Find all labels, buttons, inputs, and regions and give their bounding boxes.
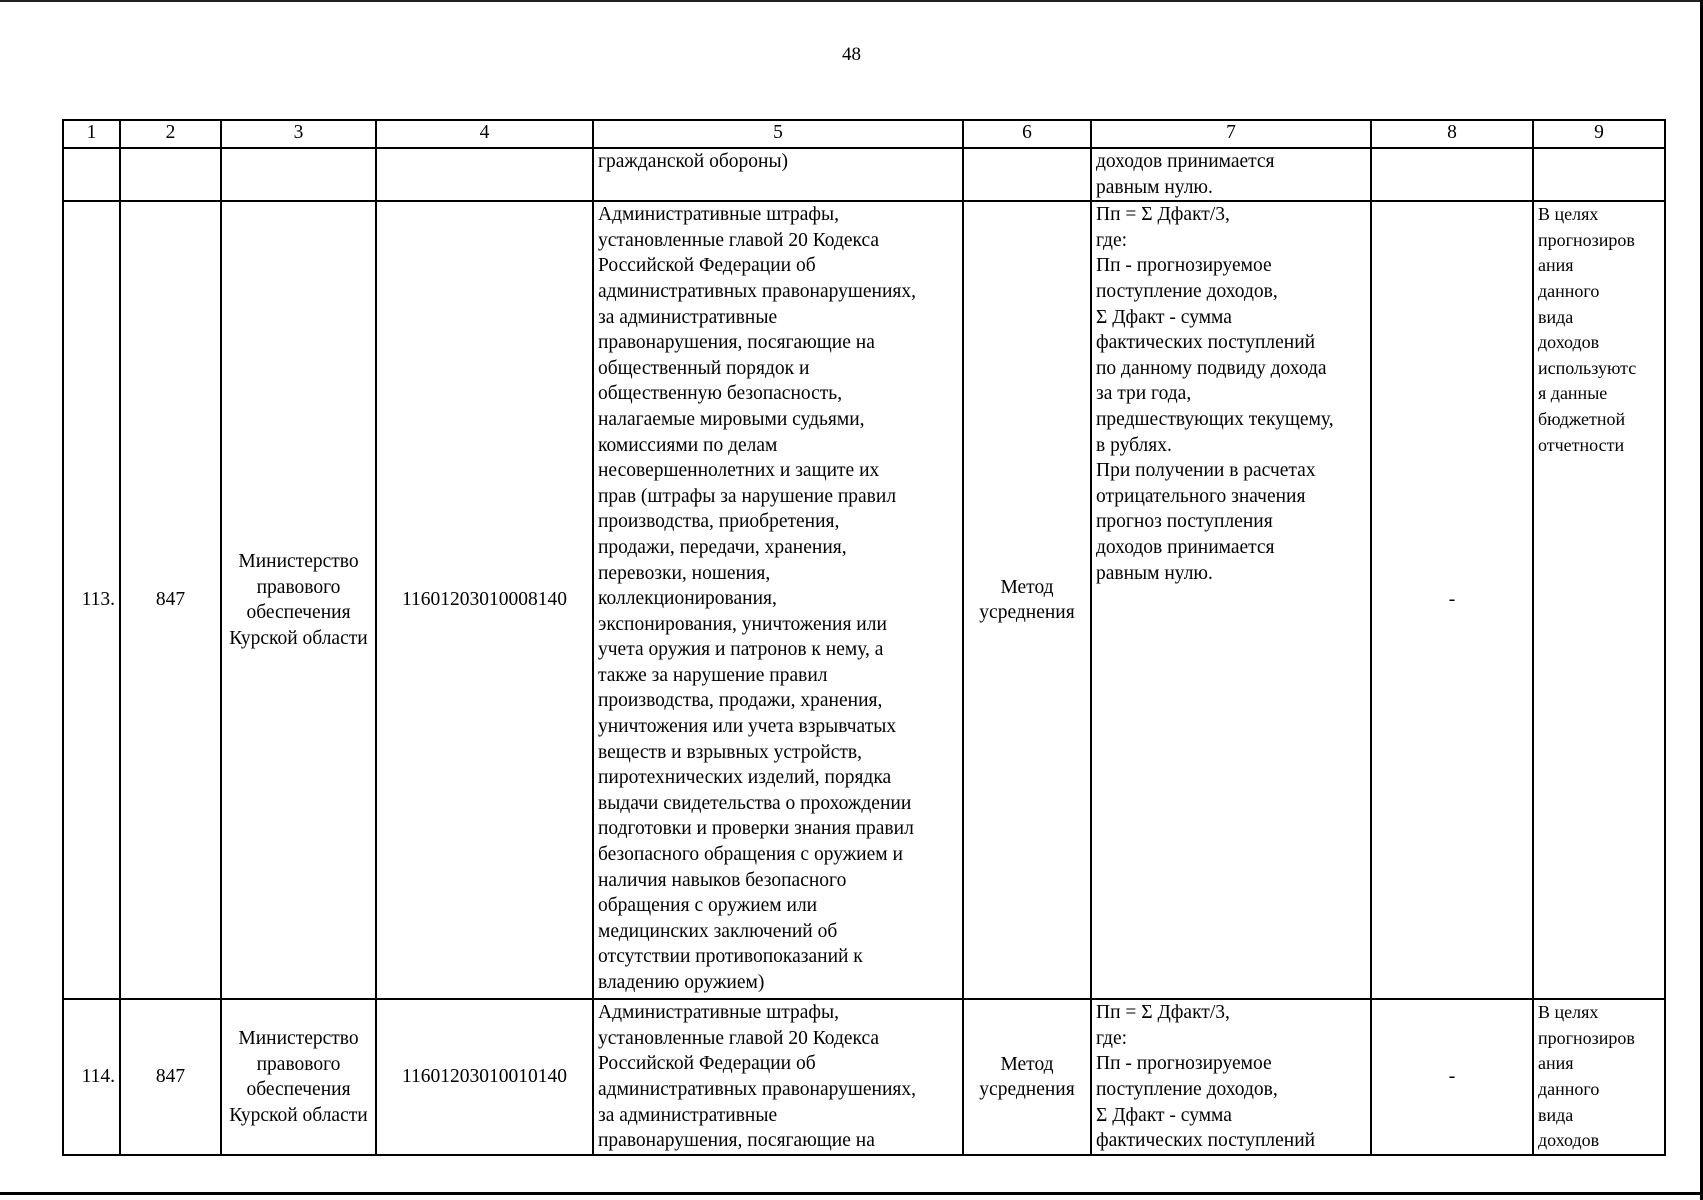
cell-organization: Министерство правового обеспечения Курской области <box>221 999 376 1155</box>
cell-description: Административные штрафы, установленные главой 20 Кодекса Российской Федерации об административных правонарушениях, за административные правонарушения, посягающие на <box>593 999 963 1155</box>
header-col-5: 5 <box>593 120 963 148</box>
cell-organization: Министерство правового обеспечения Курской области <box>221 201 376 999</box>
header-col-6: 6 <box>963 120 1091 148</box>
cell-description: Административные штрафы, установленные главой 20 Кодекса Российской Федерации об административных правонарушениях, за административные правонарушения, посягающие на общественный порядок и общественную безопасность, налагаемые мировыми судьями, комиссиями по делам несовершеннолетних и защите их прав (штрафы за нарушение правил производства, приобретения, продажи, передачи, хранения, перевозки, ношения, коллекционирования, экспонирования, уничтожения или учета оружия и патронов к нему, а также за нарушение правил производства, продажи, хранения, уничтожения или учета взрывчатых веществ и взрывных устройств, пиротехнических изделий, порядка выдачи свидетельства о прохождении подготовки и проверки знания правил безопасного обращения с оружием и наличия навыков безопасного обращения с оружием или медицинских заключений об отсутствии противопоказаний к владению оружием) <box>593 201 963 999</box>
cell-empty <box>1371 148 1533 201</box>
page-number: 48 <box>842 44 861 65</box>
page-frame-top <box>0 0 1703 2</box>
cell-empty <box>1533 148 1665 201</box>
table-row-continuation <box>63 148 1665 201</box>
header-col-1: 1 <box>63 120 120 148</box>
table-row-114 <box>63 999 1665 1155</box>
header-col-2: 2 <box>120 120 221 148</box>
cell-formula: Пп = Σ Дфакт/3, где: Пп - прогнозируемое поступление доходов, Σ Дфакт - сумма фактических поступлений по данному подвиду дохода за три года, предшествующих текущему, в рублях. При получении в расчетах отрицательного значения прогноз поступления доходов принимается равным нулю. <box>1091 201 1371 999</box>
header-col-7: 7 <box>1091 120 1371 148</box>
cell-empty <box>963 148 1091 201</box>
cell-admin-code: 847 <box>120 201 221 999</box>
cell-formula: доходов принимается равным нулю. <box>1091 148 1371 201</box>
cell-empty <box>376 148 593 201</box>
table-row-113 <box>63 201 1665 999</box>
cell-empty <box>63 148 120 201</box>
cell-method: Метод усреднения <box>963 999 1091 1155</box>
cell-description: гражданской обороны) <box>593 148 963 201</box>
cell-method: Метод усреднения <box>963 201 1091 999</box>
header-col-9: 9 <box>1533 120 1665 148</box>
cell-col-8: - <box>1371 999 1533 1155</box>
header-col-4: 4 <box>376 120 593 148</box>
revenue-forecast-table <box>62 119 1666 1156</box>
cell-row-number: 114. <box>63 999 120 1155</box>
header-col-8: 8 <box>1371 120 1533 148</box>
cell-empty <box>221 148 376 201</box>
cell-kbk-code: 11601203010010140 <box>376 999 593 1155</box>
cell-admin-code: 847 <box>120 999 221 1155</box>
cell-kbk-code: 11601203010008140 <box>376 201 593 999</box>
cell-col-8: - <box>1371 201 1533 999</box>
cell-empty <box>120 148 221 201</box>
header-col-3: 3 <box>221 120 376 148</box>
cell-row-number: 113. <box>63 201 120 999</box>
table-header-row <box>63 120 1665 148</box>
page-frame-bottom <box>0 1192 1703 1195</box>
cell-note: В целях прогнозиров ания данного вида доходов используютс я данные бюджетной отчетности <box>1533 201 1665 999</box>
cell-note: В целях прогнозиров ания данного вида доходов <box>1533 999 1665 1155</box>
cell-formula: Пп = Σ Дфакт/3, где: Пп - прогнозируемое поступление доходов, Σ Дфакт - сумма фактических поступлений <box>1091 999 1371 1155</box>
